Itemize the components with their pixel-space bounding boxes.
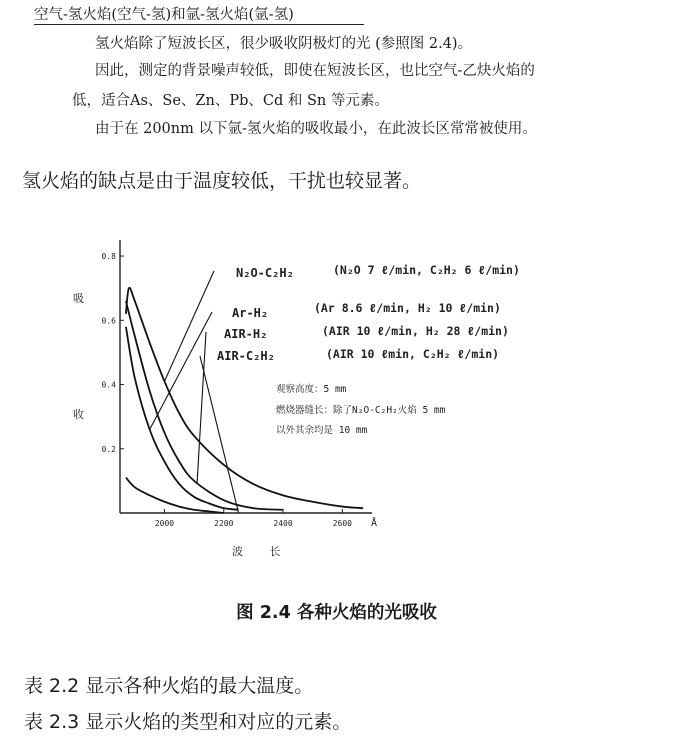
chart-notes bbox=[276, 383, 446, 436]
leader-line-0 bbox=[164, 271, 214, 381]
legend-condition-air-c2h2: (AIR 10 ℓmin, C₂H₂ ℓ/min) bbox=[326, 347, 500, 361]
series-curve-0 bbox=[126, 288, 363, 508]
chart-leader-lines bbox=[150, 271, 239, 513]
drawback-sentence: 氢火焰的缺点是由于温度较低，干扰也较显著。 bbox=[22, 170, 422, 192]
table-2-3-reference: 表 2.3 显示火焰的类型和对应的元素。 bbox=[24, 711, 352, 733]
legend-condition-air-h2: (AIR 10 ℓ/min, H₂ 28 ℓ/min) bbox=[322, 324, 509, 338]
x-tick-label: 2600 bbox=[332, 519, 352, 528]
x-axis-unit: Å bbox=[371, 518, 378, 529]
y-tick-label: 0.6 bbox=[101, 316, 116, 326]
legend-label-air-c2h2: AIR-C₂H₂ bbox=[217, 349, 275, 363]
y-tick-label: 0.2 bbox=[101, 444, 116, 454]
legend-label-ar-h2: Ar-H₂ bbox=[232, 306, 269, 320]
note-burner-slot: 燃烧器缝长：除了N₂O-C₂H₂火焰 5 mm bbox=[276, 405, 446, 416]
legend-label-n2o-c2h2: N₂O-C₂H₂ bbox=[236, 266, 294, 280]
x-tick-label: 2000 bbox=[154, 519, 175, 528]
legend-condition-ar-h2: (Ar 8.6 ℓ/min, H₂ 10 ℓ/min) bbox=[314, 301, 501, 315]
paragraph-argon-hydrogen: 由于在 200nm 以下氩-氢火焰的吸收最小，在此波长区常常被使用。 bbox=[95, 121, 537, 137]
y-axis-label-bottom: 收 bbox=[73, 408, 84, 421]
note-burner-slot-rest: 以外其余均是 10 mm bbox=[276, 425, 368, 436]
page-header-title: 空气-氢火焰(空气-氢)和氩-氢火焰(氩-氢) bbox=[34, 7, 294, 23]
legend-label-air-h2: AIR-H₂ bbox=[224, 327, 268, 341]
chart-axes bbox=[120, 240, 372, 513]
paragraph-background-noise: 因此，测定的背景噪声较低，即使在短波长区，也比空气-乙炔火焰的 bbox=[95, 63, 535, 79]
y-tick-label: 0.4 bbox=[101, 380, 116, 390]
note-observation-height: 观察高度：5 mm bbox=[276, 384, 347, 395]
leader-line-2 bbox=[197, 332, 206, 483]
y-tick-label: 0.8 bbox=[101, 252, 116, 262]
chart-curves bbox=[126, 288, 363, 513]
series-curve-3 bbox=[126, 478, 224, 513]
paragraph-suitable-elements: 低，适合As、Se、Zn、Pb、Cd 和 Sn 等元素。 bbox=[72, 93, 389, 109]
chart-legend bbox=[217, 263, 520, 363]
paragraph-hydrogen-flame: 氢火焰除了短波长区，很少吸收阴极灯的光 (参照图 2.4)。 bbox=[95, 36, 473, 52]
leader-line-1 bbox=[150, 312, 212, 429]
table-2-2-reference: 表 2.2 显示各种火焰的最大温度。 bbox=[24, 675, 314, 697]
x-tick-label: 2200 bbox=[214, 519, 234, 528]
x-tick-label: 2400 bbox=[273, 519, 293, 528]
legend-condition-n2o-c2h2: (N₂O 7 ℓ/min, C₂H₂ 6 ℓ/min) bbox=[333, 263, 520, 277]
figure-caption: 图 2.4 各种火焰的光吸收 bbox=[236, 603, 437, 623]
x-axis-label: 波 长 bbox=[232, 545, 281, 558]
y-axis-label-top: 吸 bbox=[73, 292, 84, 305]
